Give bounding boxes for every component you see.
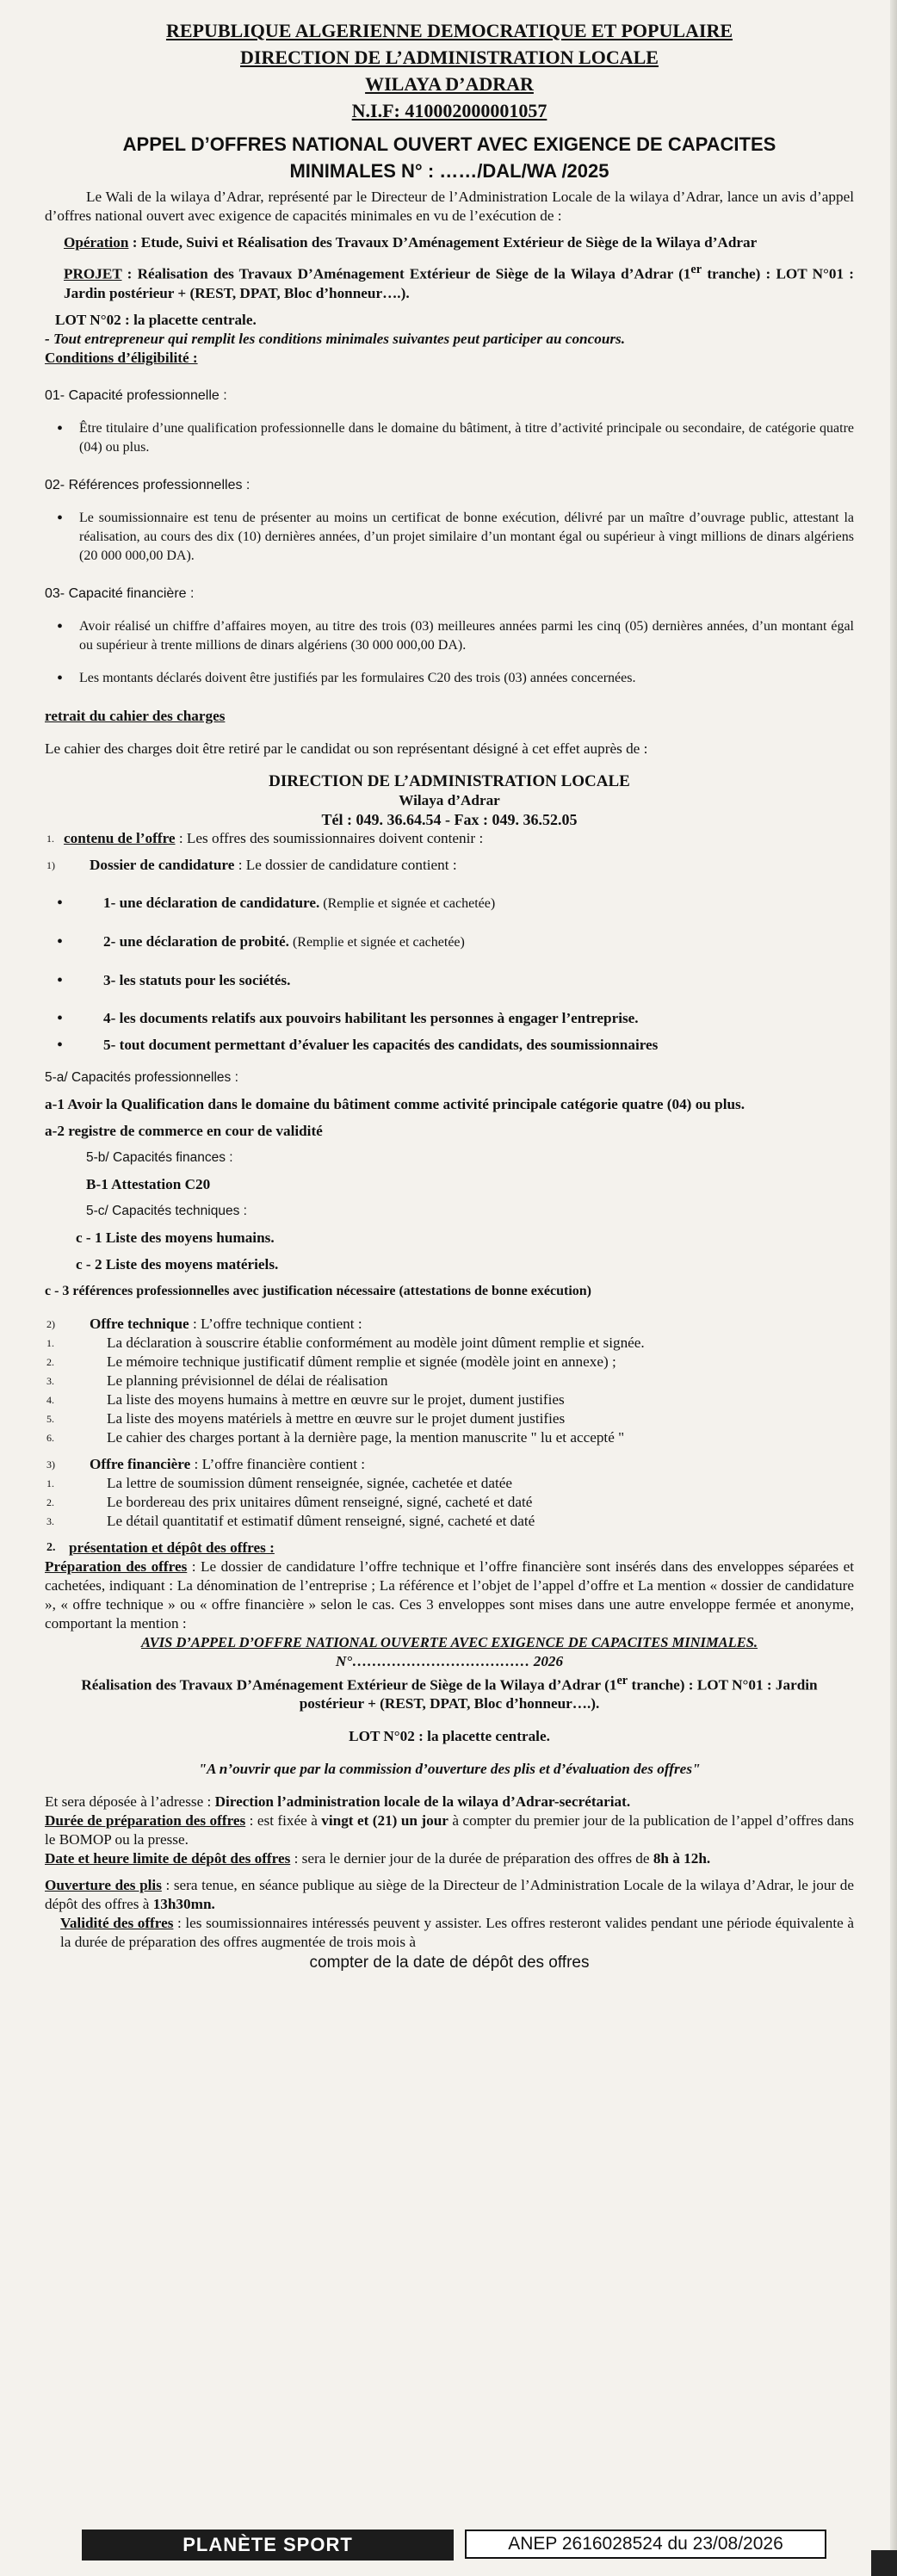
- realisation-line: [45, 1671, 854, 1714]
- notice-title-line1: APPEL D’OFFRES NATIONAL OUVERT AVEC EXIGENCE DE CAPACITES: [122, 133, 776, 155]
- offre-financiere-item: [45, 1512, 854, 1531]
- capacite-pro-item: [45, 419, 854, 457]
- retrait-tel: Tél : 049. 36.64.54 - Fax : 049. 36.52.05: [321, 810, 578, 828]
- date-limite-hours: 8h à 12h.: [653, 1850, 711, 1867]
- sub-c3: c - 3 références professionnelles avec justification nécessaire (attestations de bonne exécution): [45, 1283, 591, 1298]
- duree-label: Durée de préparation des offres: [45, 1812, 246, 1830]
- section-number: 1): [46, 858, 55, 871]
- section-number: 2): [46, 1317, 55, 1330]
- section-number: 1.: [46, 832, 54, 845]
- references-pro-title: 02- Références professionnelles :: [45, 477, 251, 492]
- montants-item: [45, 669, 854, 688]
- offre-technique-text: La déclaration à souscrire établie conformément au modèle joint dûment remplie et signée.: [107, 1334, 645, 1351]
- realisation-text2: tranche) : LOT N°01 : Jardin postérieur + (REST, DPAT, Bloc d’honneur….).: [299, 1676, 818, 1712]
- contenu-text: : Les offres des soumissionnaires doivent contenir :: [175, 829, 484, 846]
- preparation-label: Préparation des offres: [45, 1557, 188, 1575]
- retrait-heading: retrait du cahier des charges: [45, 707, 226, 724]
- bullet-dot: •: [57, 970, 64, 990]
- publication-banner: PLANÈTE SPORT: [82, 2530, 454, 2561]
- dossier-item-note: (Remplie et signée et cachetée): [319, 895, 496, 911]
- offre-technique-item: [45, 1428, 854, 1447]
- dossier-item-bold: 4- les documents relatifs aux pouvoirs habilitant les personnes à engager l’entreprise.: [103, 1009, 639, 1026]
- section-number: 3): [46, 1458, 55, 1471]
- dossier-item: [45, 1009, 854, 1028]
- participation-line: - Tout entrepreneur qui remplit les conditions minimales suivantes peut participer au concours.: [45, 330, 626, 347]
- depot-text: Et sera déposée à l’adresse :: [45, 1793, 215, 1811]
- dossier-label: Dossier de candidature: [90, 856, 235, 873]
- realisation-sup: er: [616, 1673, 628, 1687]
- dossier-item-bold: 5- tout document permettant d’évaluer les capacités des candidats, des soumissionnaires: [103, 1036, 659, 1053]
- dossier-item-bold: 1- une déclaration de candidature.: [103, 894, 320, 911]
- preparation-text: : Le dossier de candidature l’offre technique et l’offre financière sont insérés dans des enveloppes séparées et cachetées, indiquant : La dénomination de l’entreprise ; La référence et l’objet de l’appel d’offre et La mention « dossier de candidature », « offre technique » ou « offre financière » selon le cas. Ces 3 enveloppes sont mises dans une autre enveloppe fermée et anonyme, comportant la mention :: [45, 1557, 854, 1632]
- projet-lot2: LOT N°02 : la placette centrale.: [55, 311, 257, 328]
- anep-reference: ANEP 2616028524 du 23/08/2026: [465, 2530, 826, 2559]
- offre-technique-text: La liste des moyens humains à mettre en œuvre sur le projet, dument justifies: [107, 1390, 565, 1408]
- projet-text2: tranche) : LOT N°01 : Jardin postérieur + (REST, DPAT, Bloc d’honneur….).: [64, 265, 855, 301]
- sub-c1: c - 1 Liste des moyens humains.: [76, 1229, 275, 1246]
- date-limite-text: : sera le dernier jour de la durée de préparation des offres de: [290, 1850, 653, 1867]
- bullet-dot: •: [57, 508, 64, 528]
- sub-b1: B-1 Attestation C20: [86, 1175, 211, 1192]
- offre-technique-list: [45, 1334, 854, 1447]
- offre-technique-label: Offre technique: [90, 1315, 189, 1332]
- sub-a2: a-2 registre de commerce en cour de validité: [45, 1122, 323, 1139]
- preparation-paragraph: [45, 1557, 854, 1633]
- ouverture-paragraph: [45, 1876, 854, 1914]
- list-number: 1.: [46, 1477, 54, 1489]
- avis-number: N°……………………………… 2026: [335, 1652, 564, 1669]
- page-edge: [890, 0, 897, 2576]
- offre-technique-item: [45, 1372, 854, 1390]
- offre-financiere-item: [45, 1474, 854, 1493]
- bullet-dot: •: [57, 668, 64, 688]
- offre-technique-item: [45, 1409, 854, 1428]
- list-number: 6.: [46, 1431, 54, 1444]
- duree-paragraph: [45, 1811, 854, 1849]
- header-wilaya: WILAYA D’ADRAR: [365, 73, 534, 95]
- page-corner-mark: [871, 2550, 897, 2576]
- intro-paragraph: Le Wali de la wilaya d’Adrar, représenté par le Directeur de l’Administration Locale de la wilaya d’Adrar, lance un avis d’appel d’offres national ouvert avec exigence de capacités minimales en vu de l’exécution de :: [45, 189, 854, 224]
- bullet-dot: •: [57, 1008, 64, 1028]
- offre-technique-text: Le planning prévisionnel de délai de réalisation: [107, 1372, 388, 1389]
- validite-text: : les soumissionnaires intéressés peuvent y assister. Les offres resteront valides pendant une période équivalente à la durée de préparation des offres augmentée de trois mois à: [60, 1915, 855, 1951]
- opening-quote: "A n’ouvrir que par la commission d’ouverture des plis et d’évaluation des offres": [198, 1761, 701, 1778]
- realisation-lot2: LOT N°02 : la placette centrale.: [349, 1728, 550, 1745]
- section-number: 2.: [46, 1540, 56, 1554]
- capacite-fin-item: [45, 617, 854, 655]
- bullet-dot: •: [57, 616, 64, 636]
- capacite-pro-title: 01- Capacité professionnelle :: [45, 387, 227, 403]
- retrait-org: DIRECTION DE L’ADMINISTRATION LOCALE: [269, 771, 630, 790]
- offre-financiere-label: Offre financière: [90, 1455, 191, 1472]
- operation-label: Opération: [64, 234, 129, 251]
- offre-technique-item: [45, 1353, 854, 1372]
- offre-financiere-heading: [45, 1455, 854, 1474]
- header: [45, 17, 854, 124]
- operation-line: [45, 233, 854, 252]
- duree-days: vingt et (21) un jour: [321, 1812, 448, 1830]
- sub-5b: 5-b/ Capacités finances :: [86, 1149, 233, 1165]
- ouverture-label: Ouverture des plis: [45, 1877, 162, 1894]
- realisation-text1: Réalisation des Travaux D’Aménagement Extérieur de Siège de la Wilaya d’Adrar (1: [81, 1676, 617, 1694]
- references-pro-item: [45, 509, 854, 566]
- notice-title-line2: MINIMALES N° : ……/DAL/WA /2025: [289, 160, 609, 182]
- capacite-pro-text: Être titulaire d’une qualification professionnelle dans le domaine du bâtiment, à titre d’activité principale ou secondaire, de catégorie quatre (04) ou plus.: [79, 420, 854, 455]
- list-number: 4.: [46, 1393, 54, 1406]
- ouverture-time: 13h30mn.: [152, 1896, 215, 1913]
- offre-technique-text: La liste des moyens matériels à mettre en œuvre sur le projet dument justifies: [107, 1409, 566, 1427]
- references-pro-text: Le soumissionnaire est tenu de présenter au moins un certificat de bonne exécution, délivré par un maître d’ouvrage public, attestant la réalisation, au cours des dix (10) dernières années, d’un projet similaire d’un montant égal ou supérieur à vingt millions de dinars algériens (20 000 000,00 DA).: [79, 510, 854, 563]
- avis-mention: AVIS D’APPEL D’OFFRE NATIONAL OUVERTE AVEC EXIGENCE DE CAPACITES MINIMALES.: [140, 1633, 758, 1650]
- contenu-heading: [45, 829, 854, 848]
- date-limite-label: Date et heure limite de dépôt des offres: [45, 1850, 291, 1867]
- validite-last-line: compter de la date de dépôt des offres: [309, 1954, 590, 1972]
- retrait-text: Le cahier des charges doit être retiré par le candidat ou son représentant désigné à cet effet auprès de :: [45, 740, 648, 757]
- offre-financiere-text: Le bordereau des prix unitaires dûment renseigné, signé, cacheté et daté: [107, 1493, 533, 1510]
- dossier-heading: [45, 856, 854, 875]
- bullet-dot: •: [57, 932, 64, 951]
- offre-technique-item: [45, 1390, 854, 1409]
- offre-financiere-list: [45, 1474, 854, 1531]
- eligibilite-heading: Conditions d’éligibilité :: [45, 349, 198, 366]
- bullet-dot: •: [57, 1035, 64, 1055]
- sub-c2: c - 2 Liste des moyens matériels.: [76, 1255, 279, 1273]
- list-number: 5.: [46, 1412, 54, 1425]
- capacite-fin-title: 03- Capacité financière :: [45, 585, 195, 601]
- duree-text2: à compter du premier jour de la publication de l’appel d’offres dans le BOMOP ou la presse.: [45, 1812, 854, 1848]
- projet-label: PROJET: [64, 265, 122, 282]
- offre-technique-heading: [45, 1315, 854, 1334]
- projet-sup: er: [690, 263, 702, 276]
- dossier-item: [45, 932, 854, 952]
- offre-financiere-text: La lettre de soumission dûment renseignée, signée, cachetée et datée: [107, 1474, 513, 1491]
- retrait-address: [45, 772, 854, 829]
- offre-financiere-text: Le détail quantitatif et estimatif dûment renseigné, signé, cacheté et daté: [107, 1512, 535, 1529]
- offre-financiere-item: [45, 1493, 854, 1512]
- sub-a1: a-1 Avoir la Qualification dans le domaine du bâtiment comme activité principale catégorie quatre (04) ou plus.: [45, 1095, 745, 1112]
- dossier-item: [45, 1036, 854, 1055]
- dossier-text: : Le dossier de candidature contient :: [234, 856, 457, 873]
- presentation-heading: [45, 1539, 854, 1557]
- list-number: 2.: [46, 1355, 54, 1368]
- date-limite-paragraph: [45, 1849, 854, 1868]
- retrait-wilaya: Wilaya d’Adrar: [399, 791, 500, 808]
- list-number: 1.: [46, 1336, 54, 1349]
- depot-address: Direction l’administration locale de la wilaya d’Adrar-secrétariat.: [214, 1793, 631, 1811]
- depot-line: [45, 1793, 854, 1811]
- list-number: 3.: [46, 1514, 54, 1527]
- contenu-label: contenu de l’offre: [64, 829, 176, 846]
- dossier-item: [45, 971, 854, 990]
- header-direction: DIRECTION DE L’ADMINISTRATION LOCALE: [240, 46, 659, 68]
- header-republic: REPUBLIQUE ALGERIENNE DEMOCRATIQUE ET POPULAIRE: [165, 20, 733, 41]
- ouverture-text: : sera tenue, en séance publique au siège de la Directeur de l’Administration Locale de la wilaya d’Adrar, le jour de dépôt des offres à: [45, 1877, 854, 1913]
- dossier-item-bold: 3- les statuts pour les sociétés.: [103, 971, 291, 988]
- projet-text: : Réalisation des Travaux D’Aménagement Extérieur de Siège de la Wilaya d’Adrar (1: [121, 265, 691, 282]
- dossier-item-note: (Remplie et signée et cachetée): [288, 934, 465, 950]
- list-number: 2.: [46, 1495, 54, 1508]
- dossier-item-bold: 2- une déclaration de probité.: [103, 932, 289, 950]
- tender-notice: [45, 17, 854, 1972]
- validite-label: Validité des offres: [60, 1915, 174, 1932]
- operation-text: : Etude, Suivi et Réalisation des Travaux D’Aménagement Extérieur de Siège de la Wilaya d’Adrar: [128, 234, 758, 251]
- notice-title: [45, 131, 854, 184]
- duree-text1: : est fixée à: [245, 1812, 322, 1830]
- offre-technique-item: [45, 1334, 854, 1353]
- offre-technique-text: Le mémoire technique justificatif dûment remplie et signée (modèle joint en annexe) ;: [107, 1353, 616, 1370]
- capacite-fin-text: Avoir réalisé un chiffre d’affaires moyen, au titre des trois (03) meilleures années parmi les cinq (05) dernières années, d’un montant égal ou supérieur à trente millions de dinars algériens (30 000 000,00 DA).: [79, 618, 854, 653]
- presentation-label: présentation et dépôt des offres :: [69, 1539, 275, 1556]
- dossier-item: [45, 894, 854, 913]
- offre-technique-text: : L’offre technique contient :: [189, 1315, 362, 1332]
- list-number: 3.: [46, 1374, 54, 1387]
- sub-5c: 5-c/ Capacités techniques :: [86, 1203, 247, 1218]
- montants-text: Les montants déclarés doivent être justifiés par les formulaires C20 des trois (03) années concernées.: [79, 670, 636, 685]
- bullet-dot: •: [57, 418, 64, 438]
- projet-line: [45, 260, 854, 303]
- validite-paragraph: [45, 1914, 854, 1952]
- bullet-dot: •: [57, 893, 64, 913]
- sub-5a: 5-a/ Capacités professionnelles :: [45, 1069, 238, 1085]
- header-nif: N.I.F: 410002000001057: [351, 100, 547, 121]
- offre-financiere-text: : L’offre financière contient :: [190, 1455, 366, 1472]
- offre-technique-text: Le cahier des charges portant à la dernière page, la mention manuscrite " lu et accepté ": [107, 1428, 625, 1446]
